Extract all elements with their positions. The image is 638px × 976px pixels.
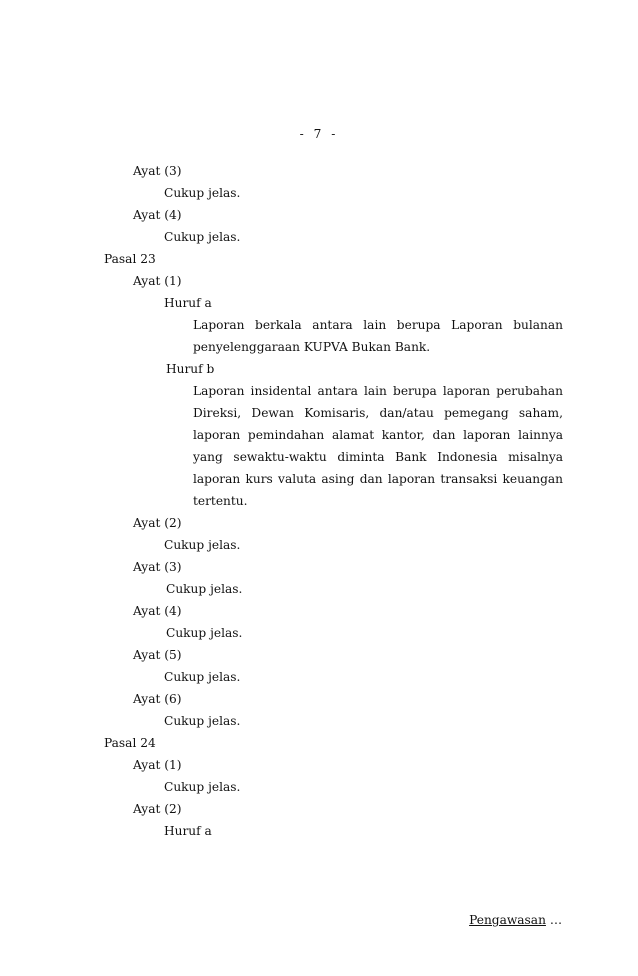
huruf-heading: Huruf a [164,296,212,310]
pasal-heading: Pasal 23 [104,252,156,266]
pasal-heading: Pasal 24 [104,736,156,750]
ellipsis: … [549,913,562,927]
paragraph-line: Laporan berkala antara lain berupa Laporan bulanan [193,318,563,332]
explanation-text: Cukup jelas. [164,670,241,684]
huruf-b-paragraph [193,380,563,512]
ayat-heading: Ayat (3) [133,560,182,574]
explanation-text: Cukup jelas. [164,538,241,552]
paragraph-line: Laporan insidental antara lain berupa laporan perubahan [193,384,563,398]
paragraph-line: penyelenggaraan KUPVA Bukan Bank. [193,340,431,354]
explanation-text: Cukup jelas. [166,582,243,596]
next-page-word: Pengawasan [469,913,546,927]
page-number: - 7 - [299,127,339,141]
ayat-heading: Ayat (2) [133,516,182,530]
ayat-heading: Ayat (3) [133,164,182,178]
paragraph-line: laporan kurs valuta asing dan laporan transaksi keuangan [193,472,563,486]
ayat-heading: Ayat (5) [133,648,182,662]
huruf-heading: Huruf a [164,824,212,838]
paragraph-line: yang sewaktu-waktu diminta Bank Indonesia misalnya [193,450,563,464]
ayat-heading: Ayat (2) [133,802,182,816]
explanation-text: Cukup jelas. [164,230,241,244]
explanation-text: Cukup jelas. [164,714,241,728]
huruf-a-paragraph [193,314,563,358]
page-footer-continuation [469,913,562,927]
ayat-heading: Ayat (6) [133,692,182,706]
ayat-heading: Ayat (4) [133,208,182,222]
huruf-heading: Huruf b [166,362,215,376]
paragraph-line: tertentu. [193,494,248,508]
ayat-heading: Ayat (1) [133,758,182,772]
explanation-text: Cukup jelas. [166,626,243,640]
explanation-text: Cukup jelas. [164,186,241,200]
explanation-text: Cukup jelas. [164,780,241,794]
ayat-heading: Ayat (4) [133,604,182,618]
ayat-heading: Ayat (1) [133,274,182,288]
paragraph-line: Direksi, Dewan Komisaris, dan/atau pemegang saham, [193,406,563,420]
paragraph-line: laporan pemindahan alamat kantor, dan laporan lainnya [193,428,563,442]
